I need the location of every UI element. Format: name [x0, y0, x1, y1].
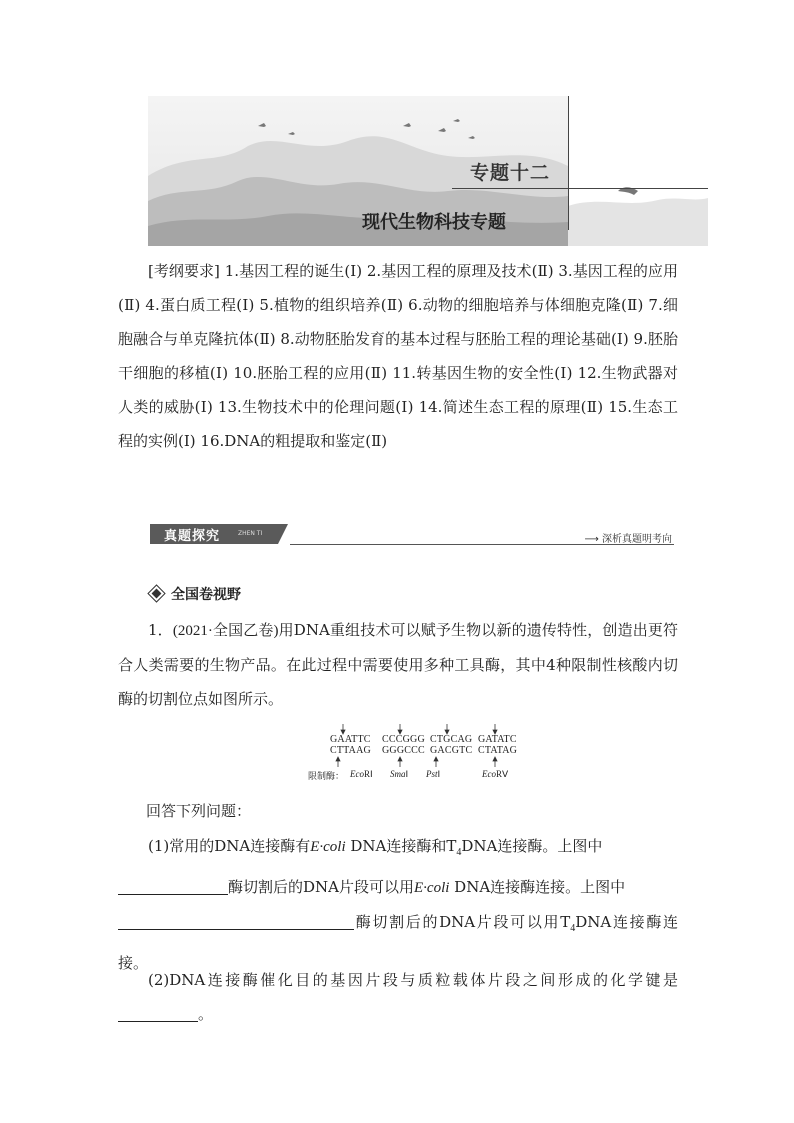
topic-title: 现代生物科技专题 [362, 212, 506, 233]
top-sequence: GAATTC [330, 734, 371, 745]
syllabus-requirements [118, 254, 678, 458]
enzyme-label: PstⅠ [426, 769, 441, 779]
top-sequence: CCCGGG [382, 734, 425, 745]
subsection-title: 全国卷视野 [171, 587, 241, 603]
topic-number: 专题十二 [470, 162, 551, 184]
bottom-sequence: GGGCCC [382, 745, 425, 756]
diamond-icon [147, 584, 165, 602]
banner-horizontal-rule [452, 188, 708, 189]
requirements-tag: [考纲要求] [148, 262, 220, 280]
answer-blank[interactable] [118, 1005, 198, 1022]
enzyme-label: EcoRⅠ [350, 769, 373, 779]
answer-blank[interactable] [118, 913, 354, 930]
section-hint-text: 深析真题明考向 [602, 534, 672, 545]
section-pinyin: ZHEN TI [238, 530, 263, 537]
banner-vertical-rule [568, 96, 569, 230]
answer-blank[interactable] [118, 878, 228, 895]
section-hint [584, 530, 672, 545]
question-1 [118, 613, 678, 716]
section-header [150, 520, 674, 548]
question-number: 1． [148, 621, 173, 639]
question-part-1: (1)常用的DNA连接酶有E·coli DNA连接酶和$T_4DNA$连接酶。上图中 酶切割后的DNA片段可以用E·coli DNA连接酶连接。上图中 酶切割后的DNA片段可以用$T_4DNA$连接酶连接。 [118, 837, 679, 972]
arrow-icon: ⟶ [584, 534, 602, 545]
question-source: (2021·全国乙卷) [172, 623, 279, 639]
restriction-site-figure [300, 722, 530, 784]
bottom-sequence: CTATAG [478, 745, 518, 756]
question-part-2: (2)DNA连接酶催化目的基因片段与质粒载体片段之间形成的化学键是。 [118, 963, 678, 1031]
enzyme-label: SmaⅠ [390, 769, 409, 779]
top-sequence: GATATC [478, 734, 517, 745]
requirements-text: 1.基因工程的诞生(Ⅰ) 2.基因工程的原理及技术(Ⅱ) 3.基因工程的应用(Ⅱ) 4.蛋白质工程(Ⅰ) 5.植物的组织培养(Ⅱ) 6.动物的细胞培养与体细胞克隆(Ⅱ) 7.细胞融合与单克隆抗体(Ⅱ) 8.动物胚胎发育的基本过程与胚胎工程的理论基础(Ⅰ) 9.胚胎干细胞的移植(Ⅰ) 10.胚胎工程的应用(Ⅱ) 11.转基因生物的安全性(Ⅰ) 12.生物武器对人类的威胁(Ⅰ) 13.生物技术中的伦理问题(Ⅰ) 14.简述生态工程的原理(Ⅱ) 15.生态工程的实例(Ⅰ) 16.DNA的粗提取和鉴定(Ⅱ) [118, 262, 678, 450]
top-sequence: CTGCAG [430, 734, 473, 745]
bottom-sequence: GACGTC [430, 745, 473, 756]
enzyme-label-prefix: 限制酶： [308, 771, 345, 781]
question-text: 用DNA重组技术可以赋予生物以新的遗传特性，创造出更符合人类需要的生物产品。在此过程中需要使用多种工具酶，其中4种限制性核酸内切酶的切割位点如图所示。 [118, 621, 678, 708]
enzyme-label: EcoRⅤ [482, 769, 509, 779]
subsection-heading [150, 584, 241, 604]
bottom-sequence: CTTAAG [330, 745, 371, 756]
answer-prompt: 回答下列问题： [146, 802, 252, 820]
section-title: 真题探究 [164, 529, 221, 544]
